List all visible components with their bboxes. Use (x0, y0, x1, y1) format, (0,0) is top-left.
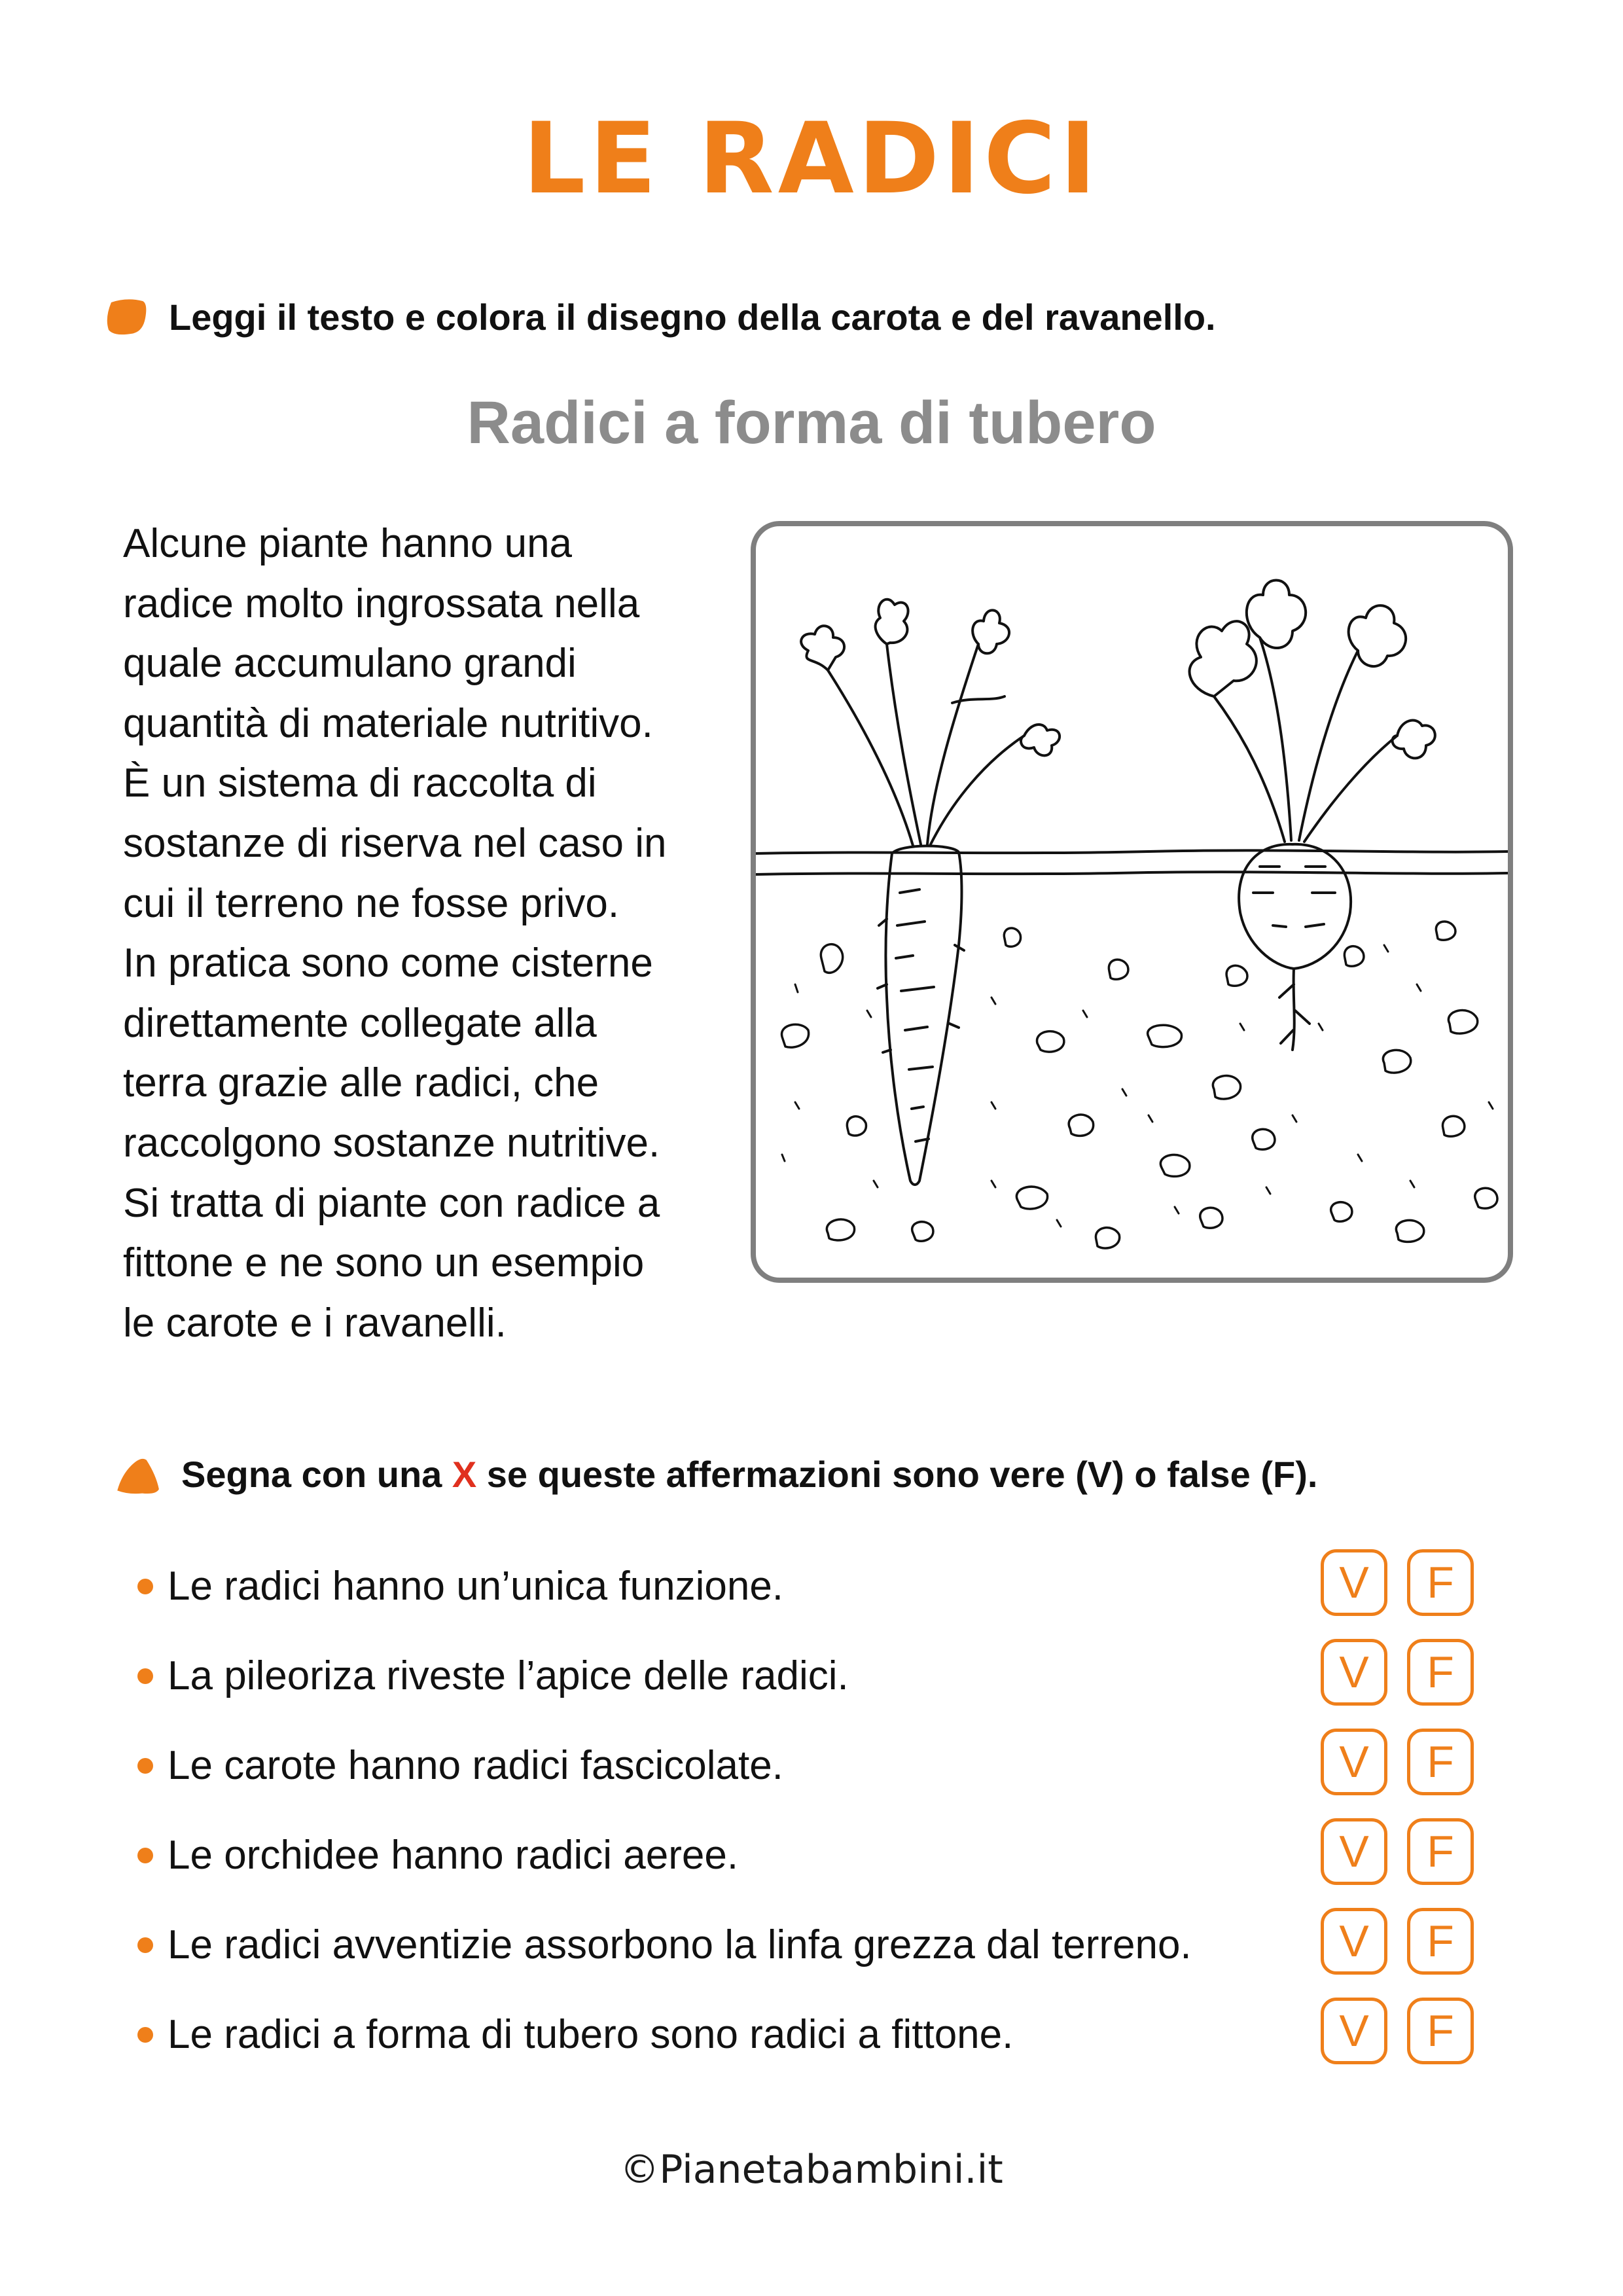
paragraph-line: radice molto ingrossata nella (123, 581, 640, 626)
true-checkbox[interactable]: V (1321, 1998, 1387, 2064)
paragraph-line: quale accumulano grandi (123, 641, 577, 687)
false-checkbox[interactable]: F (1407, 1549, 1474, 1616)
bullet-icon (137, 1579, 153, 1594)
true-checkbox[interactable]: V (1321, 1639, 1387, 1706)
section-subtitle: Radici a forma di tubero (467, 389, 1156, 456)
bullet-icon (137, 1758, 153, 1774)
paragraph-line: raccolgono sostanze nutritive. (123, 1120, 660, 1166)
carrot-radish-illustration (751, 521, 1513, 1283)
paragraph-line: È un sistema di raccolta di (123, 761, 597, 806)
paragraph-line: sostanze di riserva nel caso in (123, 820, 667, 866)
statement-row (137, 1631, 1512, 1721)
paragraph-line: fittone e ne sono un esempio (123, 1240, 645, 1286)
statement-text: Le radici avventizie assorbono la linfa grezza dal terreno. (168, 1922, 1192, 1967)
statement-row (137, 1900, 1512, 1990)
true-false-list (137, 1541, 1512, 2079)
true-checkbox[interactable]: V (1321, 1729, 1387, 1795)
page-title: LE RADICI (522, 102, 1101, 216)
orange-blob-icon (105, 298, 148, 336)
statement-text: La pileoriza riveste l’apice delle radici. (168, 1653, 849, 1698)
radish-icon (1239, 844, 1351, 1050)
statement-text: Le radici a forma di tubero sono radici a fittone. (168, 2012, 1014, 2057)
statement-text: Le carote hanno radici fascicolate. (168, 1743, 783, 1788)
instruction-true-false (115, 1453, 1317, 1496)
statement-row (137, 1721, 1512, 1810)
paragraph-line: quantità di materiale nutritivo. (123, 700, 653, 746)
statement-row (137, 1541, 1512, 1631)
paragraph-line: terra grazie alle radici, che (123, 1060, 599, 1106)
true-checkbox[interactable]: V (1321, 1818, 1387, 1885)
instruction-true-false-text: Segna con una X se queste affermazioni sono vere (V) o false (F). (181, 1454, 1318, 1495)
paragraph-line: Si tratta di piante con radice a (123, 1180, 660, 1226)
carrot-icon (878, 846, 964, 1185)
false-checkbox[interactable]: F (1407, 1818, 1474, 1885)
bullet-icon (137, 1937, 153, 1953)
carrot-leaves-icon (801, 600, 1060, 846)
false-checkbox[interactable]: F (1407, 1908, 1474, 1975)
instruction-color-text: Leggi il testo e colora il disegno della carota e del ravanello. (169, 296, 1216, 338)
statement-row (137, 1990, 1512, 2079)
footer-copyright: ©Pianetabambini.it (620, 2147, 1003, 2193)
description-paragraph (123, 514, 732, 1353)
statement-text: Le radici hanno un’unica funzione. (168, 1564, 784, 1609)
true-checkbox[interactable]: V (1321, 1549, 1387, 1616)
instruction-color (105, 296, 1216, 338)
radish-leaves-icon (1190, 581, 1435, 842)
false-checkbox[interactable]: F (1407, 1729, 1474, 1795)
soil-pebbles-icon (782, 922, 1497, 1248)
ground-line-icon (756, 850, 1508, 853)
false-checkbox[interactable]: F (1407, 1639, 1474, 1706)
paragraph-line: direttamente collegate alla (123, 1000, 597, 1046)
bullet-icon (137, 1848, 153, 1863)
paragraph-line: cui il terreno ne fosse privo. (123, 880, 620, 926)
bullet-icon (137, 2027, 153, 2043)
paragraph-line: In pratica sono come cisterne (123, 941, 653, 986)
paragraph-line: Alcune piante hanno una (123, 521, 573, 566)
false-checkbox[interactable]: F (1407, 1998, 1474, 2064)
orange-wedge-icon (115, 1454, 160, 1496)
true-checkbox[interactable]: V (1321, 1908, 1387, 1975)
bullet-icon (137, 1668, 153, 1684)
statement-text: Le orchidee hanno radici aeree. (168, 1833, 739, 1878)
statement-row (137, 1810, 1512, 1900)
paragraph-line: le carote e i ravanelli. (123, 1300, 507, 1346)
